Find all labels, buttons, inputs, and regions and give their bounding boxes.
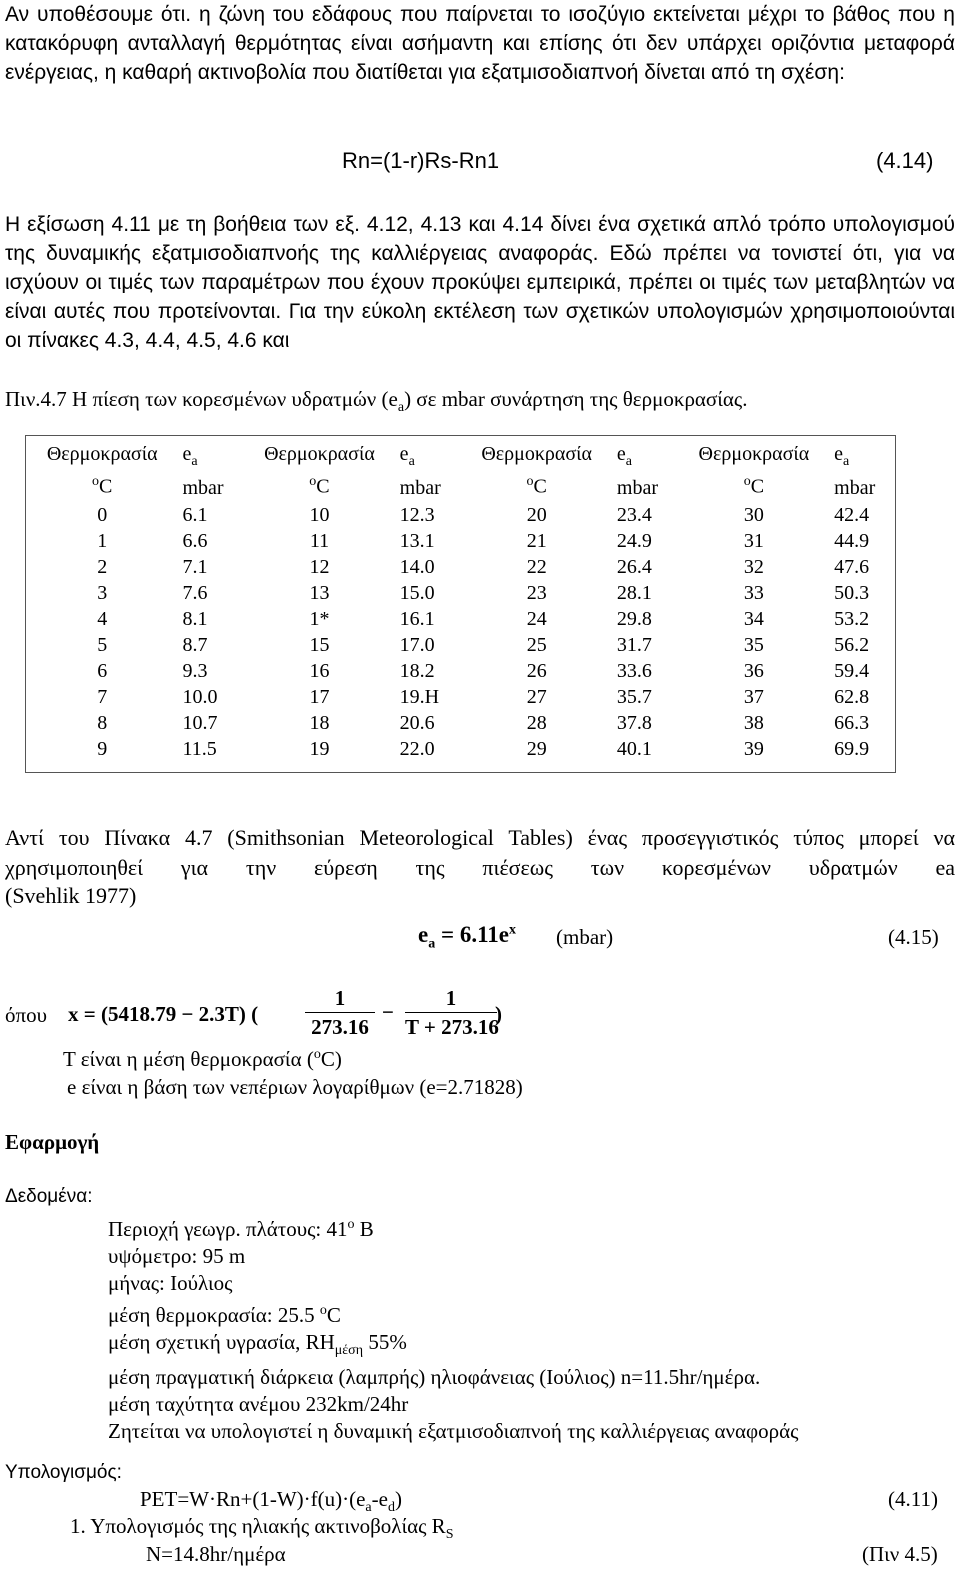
table-cell-temperature: 29: [526, 738, 547, 760]
given-wind: μέση ταχύτητα ανέμου 232km/24hr: [108, 1392, 409, 1417]
table-cell-pressure: 22.0: [399, 738, 435, 760]
table-cell-temperature: 25: [526, 634, 547, 656]
caption-text-end: ) σε mbar συνάρτηση της θερμοκρασίας.: [404, 387, 748, 411]
step-1: 1. Υπολογισμός της ηλιακής ακτινοβολίας $R_S$: [70, 1514, 454, 1543]
table-cell-temperature: 13: [309, 582, 330, 604]
table-cell-temperature: 1*: [309, 608, 330, 630]
table-header-row: [26, 436, 896, 503]
minus-sign: −: [382, 1000, 394, 1024]
given-latitude: Περιοχή γεωγρ. πλάτους: 41$^o$ B: [108, 1217, 374, 1241]
given-heading: Δεδομένα:: [5, 1186, 93, 1207]
t-definition: T είναι η μέση θερμοκρασία ($^o$C): [63, 1047, 342, 1071]
table-cell-pressure: 14.0: [399, 556, 435, 578]
table-cell-pressure: 13.1: [399, 530, 435, 552]
table-cell-temperature: 39: [743, 738, 764, 760]
paragraph-3-citation: (Svehlik 1977): [5, 883, 137, 908]
header-temperature: Θερμοκρασία $^o$C: [698, 443, 810, 498]
table-cell-pressure: 29.8: [616, 608, 652, 630]
equation-4-14: Rn=(1-r)Rs-Rn1: [342, 148, 500, 173]
table-cell-temperature: 18: [309, 712, 330, 734]
table-cell-temperature: 15: [309, 634, 330, 656]
table-cell-temperature: 22: [526, 556, 547, 578]
equation-4-11-number: (4.11): [888, 1487, 938, 1511]
table-cell-pressure: 10.7: [182, 712, 218, 734]
table-cell-pressure: 9.3: [182, 660, 208, 682]
table-cell-pressure: 17.0: [399, 634, 435, 656]
header-temperature: Θερμοκρασία $^o$C: [264, 443, 375, 498]
table-cell-temperature: 4: [97, 608, 108, 630]
table-cell-pressure: 31.7: [616, 634, 652, 656]
table-cell-temperature: 6: [97, 660, 108, 682]
table-caption: [5, 387, 747, 416]
table-cell-pressure: 33.6: [616, 660, 652, 682]
paragraph-3: Αντί του Πίνακα 4.7 (Smithsonian Meteorological Tables) ένας προσεγγιστικός τύπος μπορεί να χρησιμοποιηθεί για την εύρεση της πιέσεως των κορεσμένων υδρατμών ea: [5, 825, 955, 880]
given-month: μήνας: Ιούλιος: [108, 1271, 233, 1295]
table-cell-temperature: 20: [526, 504, 547, 526]
e-definition: e είναι η βάση των νεπέριων λογαρίθμων (e=2.71828): [67, 1075, 523, 1099]
table-cell-pressure: 11.5: [182, 738, 217, 760]
table-cell-pressure: 35.7: [616, 686, 652, 708]
table-cell-temperature: 23: [526, 582, 547, 604]
fraction-2: $\frac{1}{T + 273.16}$: [405, 986, 499, 1039]
table-row: [26, 502, 896, 528]
table-cell-pressure: 53.2: [834, 608, 870, 630]
table-row: [26, 554, 896, 580]
table-cell-temperature: 26: [526, 660, 547, 682]
equation-4-15-unit: (mbar): [556, 925, 614, 949]
table-cell-pressure: 24.9: [616, 530, 652, 552]
given-sunshine: μέση πραγματική διάρκεια (λαμπρής) ηλιοφάνειας (Ιούλιος) n=11.5hr/ημέρα.: [108, 1365, 761, 1390]
table-cell-pressure: 19.H: [399, 686, 440, 708]
table-cell-pressure: 20.6: [399, 712, 435, 734]
table-cell-temperature: 17: [309, 686, 330, 708]
table-cell-temperature: 38: [743, 712, 764, 734]
table-cell-temperature: 32: [743, 556, 764, 578]
table-cell-pressure: 12.3: [399, 504, 435, 526]
table-cell-temperature: 34: [743, 608, 764, 630]
given-humidity: μέση σχετική υγρασία, $RH_{\mu έ\sigma\eta}$ 55%: [108, 1330, 407, 1359]
table-cell-temperature: 5: [97, 634, 108, 656]
table-row: [26, 658, 896, 684]
table-cell-temperature: 10: [309, 504, 330, 526]
equation-4-14-number: (4.14): [876, 148, 934, 173]
equation-4-15: $e_a = 6.11e^x$: [418, 922, 517, 952]
header-ea: $e_a$ mbar: [616, 443, 658, 499]
table-cell-pressure: 15.0: [399, 582, 435, 604]
fraction-1: $\frac{1}{273.16}$: [305, 984, 375, 1041]
table-cell-temperature: 31: [743, 530, 764, 552]
table-cell-temperature: 1: [97, 530, 108, 552]
table-row: [26, 606, 896, 632]
table-cell-pressure: 8.1: [182, 608, 208, 630]
given-task: Ζητείται να υπολογιστεί η δυναμική εξατμισοδιαπνοή της καλλιέργειας αναφοράς: [108, 1419, 799, 1444]
table-cell-temperature: 7: [97, 686, 108, 708]
table-cell-pressure: 69.9: [834, 738, 870, 760]
table-cell-temperature: 28: [526, 712, 547, 734]
table-cell-pressure: 66.3: [834, 712, 870, 734]
step-1-ref: (Πιν 4.5): [862, 1542, 938, 1566]
table-cell-temperature: 36: [743, 660, 764, 682]
table-cell-pressure: 50.3: [834, 582, 870, 604]
table-row: [26, 736, 896, 773]
caption-subscript: a: [397, 400, 405, 416]
table-cell-pressure: 8.7: [182, 634, 208, 656]
table-cell-pressure: 62.8: [834, 686, 870, 708]
table-cell-pressure: 40.1: [616, 738, 652, 760]
table-cell-temperature: 11: [309, 530, 330, 552]
table-cell-pressure: 26.4: [616, 556, 652, 578]
calc-heading: Υπολογισμός:: [5, 1462, 122, 1483]
table-cell-temperature: 8: [97, 712, 108, 734]
table-cell-temperature: 9: [97, 738, 108, 760]
table-row: [26, 632, 896, 658]
table-cell-temperature: 35: [743, 634, 764, 656]
table-row: [26, 580, 896, 606]
table-cell-temperature: 0: [97, 504, 108, 526]
table-cell-pressure: 56.2: [834, 634, 870, 656]
table-cell-pressure: 28.1: [616, 582, 652, 604]
table-row: [26, 710, 896, 736]
header-ea: $e_a$ mbar: [399, 443, 441, 499]
table-cell-temperature: 3: [97, 582, 108, 604]
where-label: όπου: [5, 1003, 47, 1027]
table-cell-temperature: 37: [743, 686, 764, 708]
table-cell-temperature: 16: [309, 660, 330, 682]
table-cell-pressure: 16.1: [399, 608, 435, 630]
table-cell-pressure: 7.1: [182, 556, 208, 578]
given-altitude: υψόμετρο: 95 m: [108, 1244, 246, 1268]
x-expression: x = (5418.79 − 2.3T) (: [68, 1002, 259, 1026]
paragraph-2: Η εξίσωση 4.11 με τη βοήθεια των εξ. 4.12, 4.13 και 4.14 δίνει ένα σχετικά απλό τρόπο υπολογισμού της δυναμικής εξατμισοδιαπνοής της καλλιέργειας αναφοράς. Εδώ πρέπει να τονιστεί ότι, για να ισχύουν οι τιμές των παραμέτρων που έχουν προκύψει εμπειρικά, πρέπει οι τιμές των μεταβλητών να είναι αυτές που προτείνονται. Για την εύκολη εκτέλεση των σχετικών υπολογισμών χρησιμοποιούνται οι πίνακες 4.3, 4.4, 4.5, 4.6 και: [5, 213, 955, 352]
caption-text: Πιν.4.7 Η πίεση των κορεσμένων υδρατμών (e: [5, 387, 398, 411]
table-cell-pressure: 47.6: [834, 556, 870, 578]
table-row: [26, 684, 896, 710]
table-cell-temperature: 12: [309, 556, 330, 578]
header-temperature: Θερμοκρασία $^o$C: [481, 443, 593, 498]
header-ea: $e_a$ mbar: [834, 443, 876, 499]
given-list: [108, 1211, 798, 1445]
table-row: [26, 528, 896, 554]
given-temperature: μέση θερμοκρασία: 25.5 $^o$C: [108, 1303, 341, 1327]
close-paren: ): [495, 1002, 502, 1026]
step-1-n: N=14.8hr/ημέρα: [146, 1542, 286, 1566]
table-cell-temperature: 30: [743, 504, 764, 526]
vapor-pressure-table: [25, 435, 896, 773]
table-cell-pressure: 7.6: [182, 582, 208, 604]
table-cell-pressure: 44.9: [834, 530, 870, 552]
header-temperature: Θερμοκρασία $^o$C: [46, 443, 158, 498]
table-cell-pressure: 23.4: [616, 504, 652, 526]
table-cell-pressure: 6.6: [182, 530, 208, 552]
table-cell-pressure: 59.4: [834, 660, 870, 682]
table-cell-temperature: 2: [97, 556, 108, 578]
table-cell-temperature: 19: [309, 738, 330, 760]
table-cell-pressure: 10.0: [182, 686, 218, 708]
intro-paragraph: Αν υποθέσουμε ότι. η ζώνη του εδάφους που παίρνεται το ισοζύγιο εκτείνεται μέχρι το βάθος που η κατακόρυφη ανταλλαγή θερμότητας είναι ασήμαντη και επίσης ότι δεν υπάρχει οριζόντια μεταφορά ενέργειας, η καθαρή ακτινοβολία που διατίθεται για εξατμισοδιαπνοή δίνεται από τη σχέση:: [5, 3, 955, 84]
equation-4-15-number: (4.15): [888, 925, 939, 949]
table-cell-pressure: 6.1: [182, 504, 208, 526]
table-cell-temperature: 21: [526, 530, 547, 552]
table-cell-temperature: 24: [526, 608, 547, 630]
table-cell-pressure: 37.8: [616, 712, 652, 734]
equation-4-11: $PET=W\cdot Rn+(1-W)\cdot f(u)\cdot(e_a-e_d)$: [140, 1487, 402, 1516]
table-cell-temperature: 33: [743, 582, 764, 604]
table-cell-pressure: 18.2: [399, 660, 435, 682]
header-ea: $e_a$ mbar: [182, 443, 224, 499]
table-cell-temperature: 27: [526, 686, 547, 708]
table-cell-pressure: 42.4: [834, 504, 870, 526]
application-heading: Εφαρμογή: [5, 1130, 100, 1154]
